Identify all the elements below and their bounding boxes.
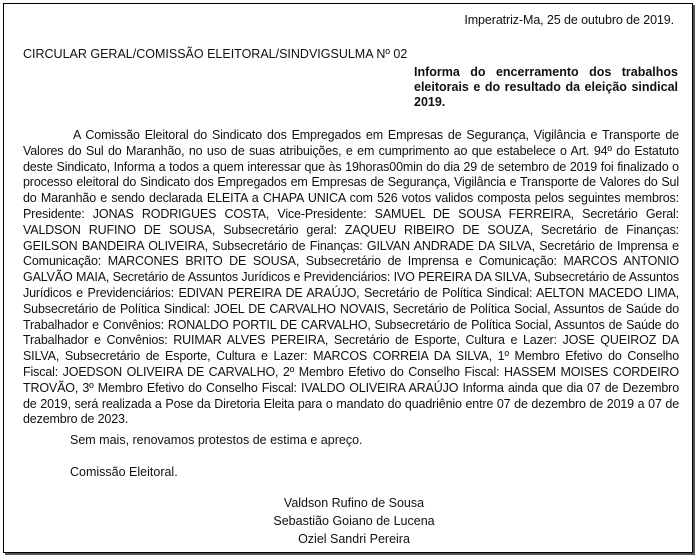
circular-subject: Informa do encerramento dos trabalhos eleitorais e do resultado da eleição sindical 2019. [414, 65, 678, 109]
signature-name: Sebastião Goiano de Lucena [273, 514, 435, 528]
place-date: Imperatriz-Ma, 25 de outubro de 2019. [464, 13, 674, 27]
signature-block [204, 494, 504, 548]
signature-name: Valdson Rufino de Sousa [283, 496, 425, 510]
closing-line: Sem mais, renovamos protestos de estima e apreço. [70, 433, 363, 447]
circular-document [3, 3, 693, 553]
signature-name: Oziel Sandri Pereira [298, 532, 410, 546]
body-paragraph: A Comissão Eleitoral do Sindicato dos Empregados em Empresas de Segurança, Vigilância e Transporte de Valores do Sul do Maranhão, no uso de suas atribuições, e em cumprimento ao que estabelece o Art. 94º do Estatuto deste Sindicato, Informa a todos a quem interessar que às 19horas00min do dia 29 de setembro de 2019 foi finalizado o processo eleitoral do Sindicato dos Empregados em Empresas de Segurança, Vigilância e Transporte de Valores do Sul do Maranhão e sendo declarada ELEITA a CHAPA UNICA com 526 votos validos composta pelos seguintes membros: Presidente: JONAS RODRIGUES COSTA, Vice-Presidente: SAMUEL DE SOUSA FERREIRA, Secretário Geral: VALDSON RUFINO DE SOUSA, Subsecretário geral: ZAQUEU RIBEIRO DE SOUZA, Secretário de Finanças: GEILSON BANDEIRA OLIVEIRA, Subsecretário de Finanças: GILVAN ANDRADE DA SILVA, Secretário de Imprensa e Comunicação: MARCONES BRITO DE SOUSA, Subsecretário de Imprensa e Comunicação: MARCOS ANTONIO GALVÃO MAIA, Secretário de Assuntos Jurídicos e Previdenciários: IVO PEREIRA DA SILVA, Subsecretário de Assuntos Jurídicos e Previdenciários: EDIVAN PEREIRA DE ARAÚJO, Secretário de Política Sindical: AELTON MACEDO LIMA, Subsecretário de Política Sindical: JOEL DE CARVALHO NOVAIS, Secretário de Política Social, Assuntos de Saúde do Trabalhador e Convênios: RONALDO PORTIL DE CARVALHO, Subsecretário de Política Social, Assuntos de Saúde do Trabalhador e Convênios: RUIMAR ALVES PEREIRA, Secretário de Esporte, Cultura e Lazer: JOSE QUEIROZ DA SILVA, Subsecretário de Esporte, Cultura e Lazer: MARCOS CORREIA DA SILVA, 1º Membro Efetivo do Conselho Fiscal: JOEDSON OLIVEIRA DE CARVALHO, 2º Membro Efetivo do Conselho Fiscal: HASSEM MOISES CORDEIRO TROVÃO, 3º Membro Efetivo do Conselho Fiscal: IVALDO OLIVEIRA ARAÚJO Informa ainda que dia 07 de Dezembro de 2019, será realizada a Pose da Diretoria Eleita para o mandato do quadriênio entre 07 de dezembro de 2019 a 07 de dezembro de 2023. [23, 128, 679, 427]
sender-line: Comissão Eleitoral. [70, 465, 178, 479]
circular-reference: CIRCULAR GERAL/COMISSÃO ELEITORAL/SINDVIGSULMA Nº 02 [23, 47, 408, 61]
